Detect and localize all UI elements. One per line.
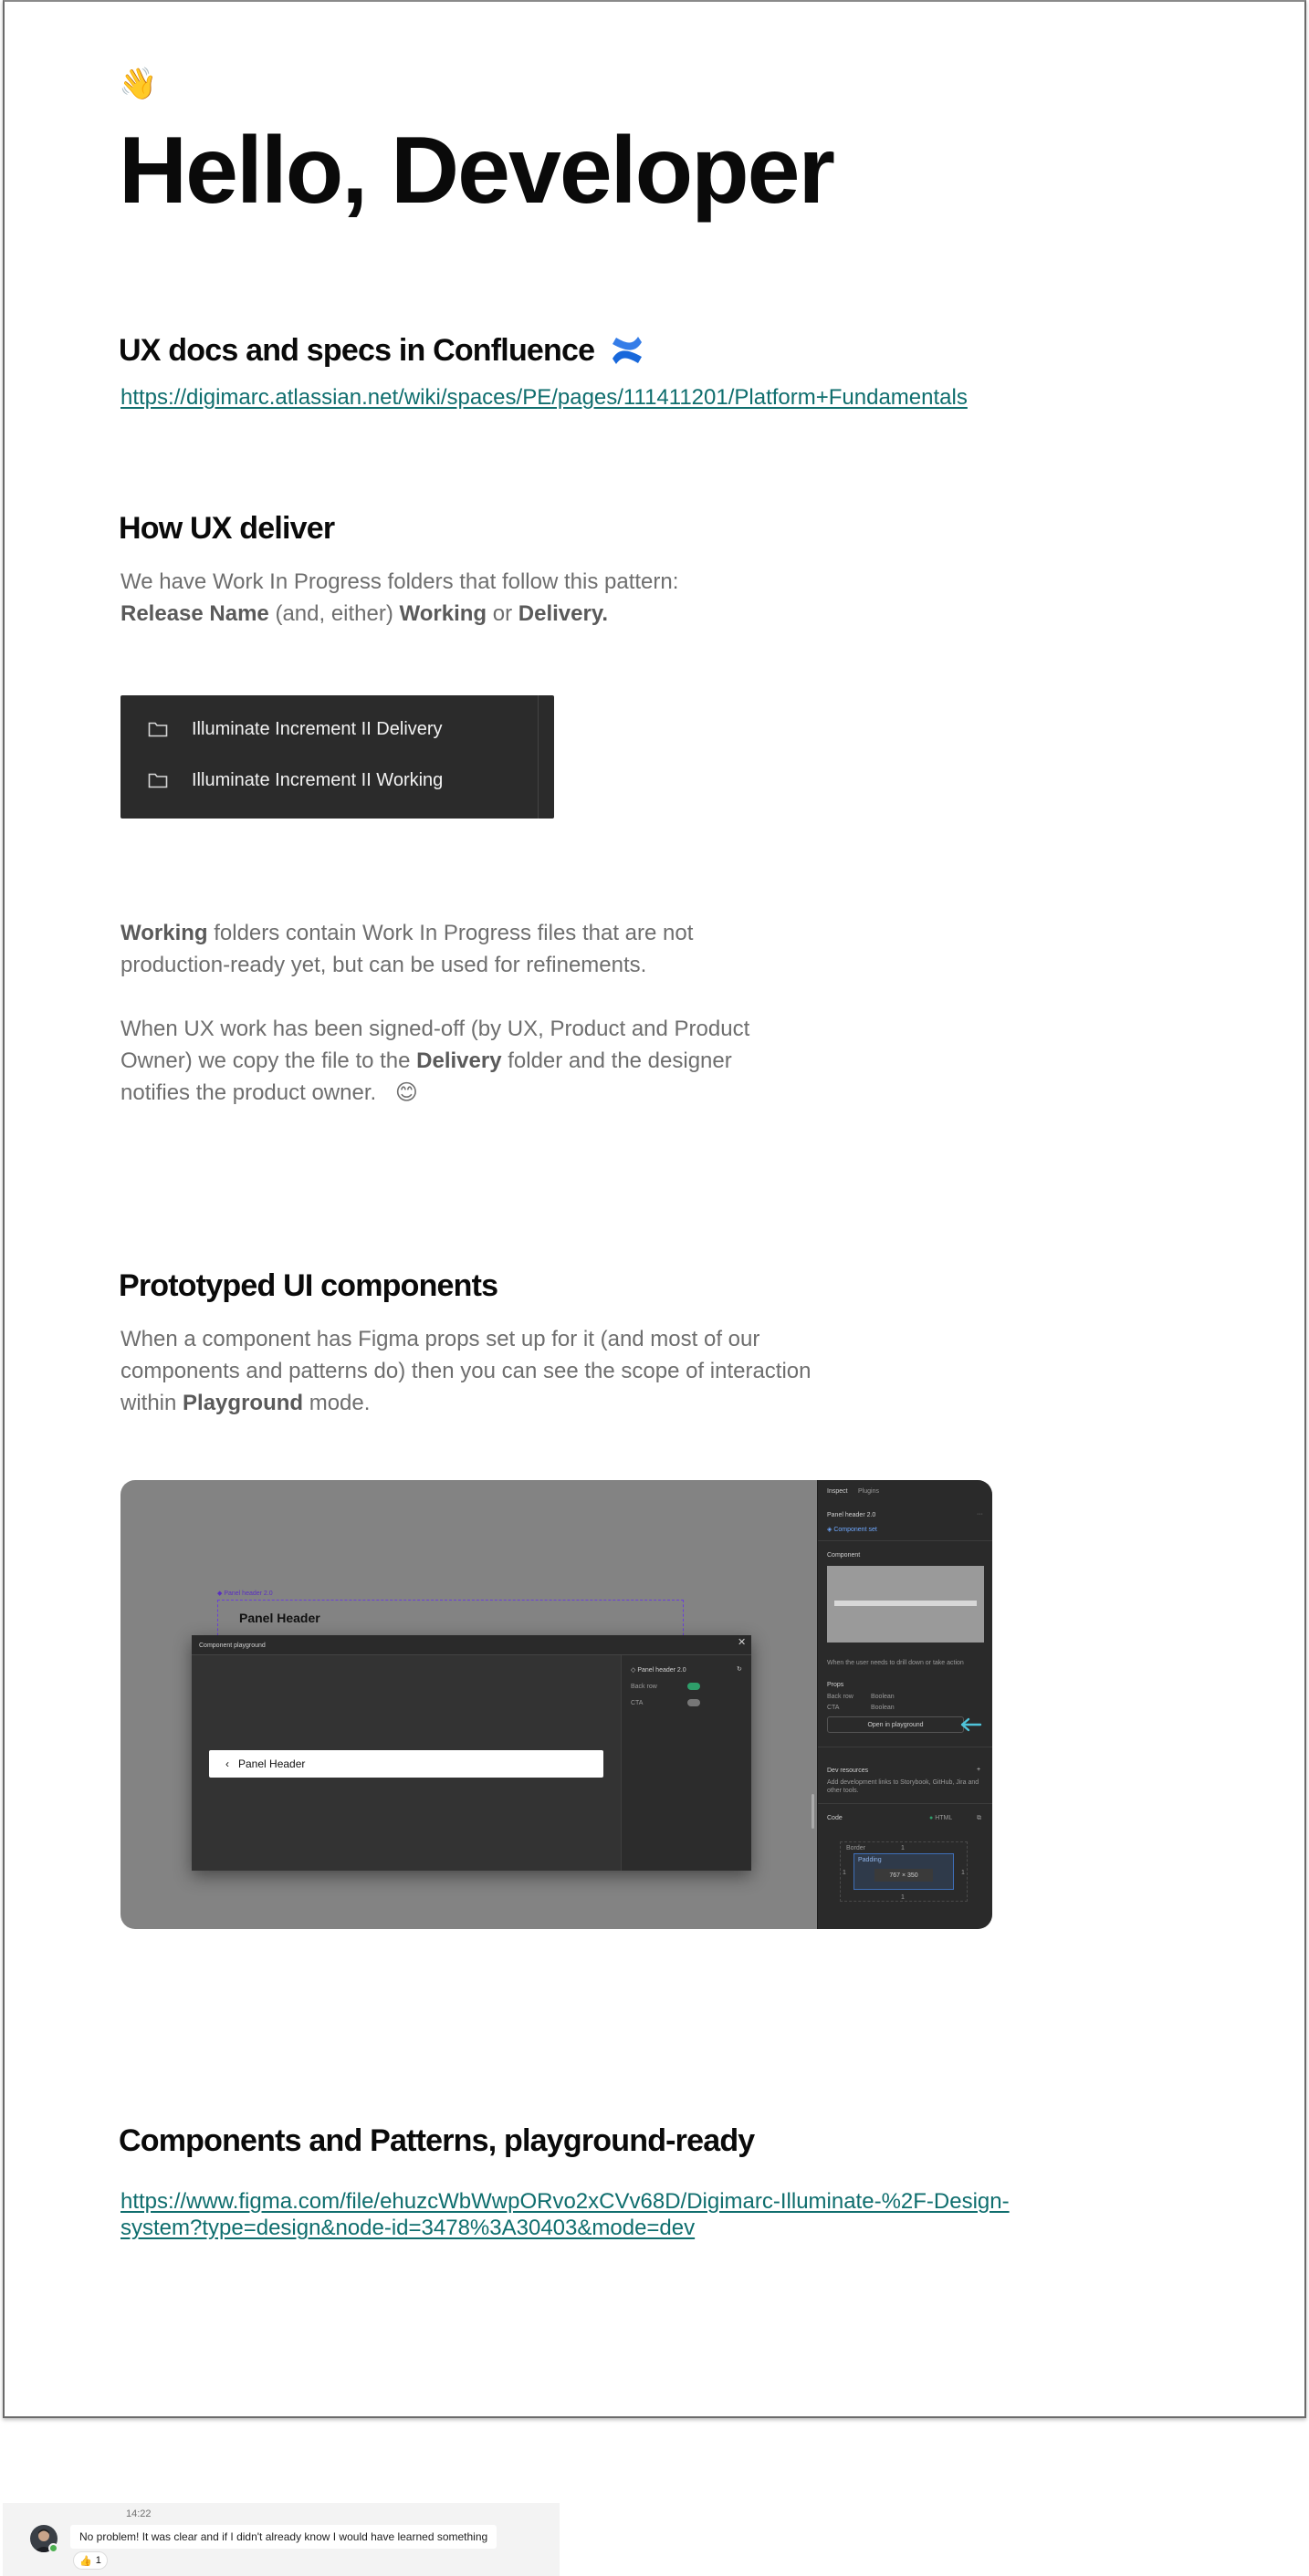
code-title: Code: [827, 1815, 843, 1821]
plugins-tab[interactable]: Plugins: [858, 1488, 879, 1495]
divider: [818, 1540, 992, 1541]
signoff-paragraph: [120, 1013, 796, 1109]
folder-list-divider: [538, 695, 539, 819]
confluence-heading: UX docs and specs in Confluence: [119, 333, 595, 368]
document-page: [3, 0, 1306, 2418]
prototyped-paragraph: [120, 1323, 814, 1419]
prototyped-heading: Prototyped UI components: [119, 1268, 498, 1303]
dialog-title: Component playground: [199, 1643, 266, 1649]
divider: [818, 1803, 992, 1804]
figma-link-line-2: system?type=design&node-id=3478%3A30403&mode=dev: [120, 2216, 696, 2240]
side-prop-2: CTA: [827, 1705, 840, 1711]
props-panel: [621, 1655, 751, 1871]
delivery-bold-2: Delivery: [416, 1048, 502, 1073]
and-either-text: (and, either): [268, 601, 400, 626]
reaction-count: 1: [95, 2555, 101, 2566]
folder-label: Illuminate Increment II Working: [192, 769, 444, 790]
or-text: or: [487, 601, 518, 626]
smiling-face-emoji: 😊: [394, 1079, 418, 1105]
add-icon[interactable]: +: [977, 1767, 981, 1773]
side-prop-1-value: Boolean: [871, 1694, 895, 1700]
playground-bold: Playground: [183, 1391, 304, 1415]
figma-link-line-1: https://www.figma.com/file/ehuzcWbWwpORvo2xCVv68D/Digimarc-Illuminate-%2F-Design-: [120, 2189, 1010, 2214]
figma-playground-screenshot: [120, 1480, 992, 1929]
arrow-left-icon: [958, 1717, 982, 1732]
working-bold: Working: [399, 601, 487, 626]
chat-message: [3, 2503, 560, 2576]
component-thumbnail: [827, 1566, 984, 1643]
box-padding-label: Padding: [858, 1857, 882, 1863]
inspect-tab[interactable]: Inspect: [827, 1488, 848, 1495]
confluence-logo-icon: [609, 332, 645, 369]
box-bottom-value: 1: [901, 1894, 905, 1901]
folder-item-delivery[interactable]: [148, 715, 443, 743]
deliver-intro-line1: We have Work In Progress folders that follow this pattern:: [120, 569, 679, 594]
how-ux-deliver-heading: How UX deliver: [119, 511, 335, 546]
dev-resources-title: Dev resources: [827, 1768, 869, 1774]
box-model-padding: [853, 1853, 954, 1890]
side-component-name: Panel header 2.0: [827, 1512, 876, 1518]
copy-icon[interactable]: ⧉: [977, 1815, 981, 1821]
component-hint: When the user needs to drill down or take action: [827, 1660, 964, 1666]
dev-resources-hint: Add development links to Storybook, GitHub, Jira and other tools.: [827, 1779, 979, 1794]
working-text: folders contain Work In Progress files that are not production-ready yet, but can be used for refinements.: [120, 921, 694, 977]
release-name-bold: Release Name: [120, 601, 269, 626]
folder-icon: [148, 721, 168, 737]
signoff-text-2: folder and the designer notifies the product owner.: [120, 1048, 732, 1105]
open-in-playground-button[interactable]: Open in playground: [827, 1716, 964, 1733]
close-icon[interactable]: ✕: [738, 1637, 747, 1648]
props-section-title: Props: [827, 1682, 844, 1688]
prop-cta: CTA: [631, 1700, 644, 1706]
back-row-toggle[interactable]: [687, 1683, 700, 1690]
frame-label: ◆ Panel header 2.0: [217, 1590, 273, 1597]
props-title: ◇ Panel header 2.0: [631, 1667, 686, 1674]
cta-toggle[interactable]: [687, 1699, 700, 1706]
waving-hand-emoji: 👋: [119, 66, 158, 102]
page-title: Hello, Developer: [119, 118, 833, 224]
message-text: No problem! It was clear and if I didn't already know I would have learned something: [70, 2525, 497, 2549]
prototyped-text-1: When a component has Figma props set up for it (and most of our components and patterns do) then you can see the scope of interaction within: [120, 1327, 812, 1415]
box-left-value: 1: [843, 1870, 846, 1876]
code-language-select[interactable]: ● HTML: [929, 1815, 953, 1821]
box-size-value: 767 × 350: [874, 1869, 933, 1882]
reaction-badge[interactable]: [73, 2551, 108, 2570]
box-border-label: Border: [846, 1845, 866, 1851]
presence-indicator: [48, 2543, 58, 2553]
box-top-value: 1: [901, 1845, 905, 1851]
canvas-panel-header: Panel Header: [239, 1611, 320, 1625]
playground-dialog: [192, 1635, 751, 1871]
deliver-intro: [120, 566, 796, 630]
box-right-value: 1: [961, 1870, 965, 1876]
chevron-left-icon: ‹: [225, 1757, 229, 1770]
inspect-panel: [817, 1480, 992, 1929]
box-model-border: [840, 1841, 968, 1902]
working-bold-2: Working: [120, 921, 208, 945]
signoff-text-1: When UX work has been signed-off (by UX, Product and Product Owner) we copy the file to the: [120, 1017, 750, 1073]
folder-list: [120, 695, 554, 819]
preview-label: Panel Header: [238, 1757, 306, 1770]
side-prop-2-value: Boolean: [871, 1705, 895, 1711]
more-icon[interactable]: ···: [977, 1511, 983, 1517]
folder-item-working[interactable]: [148, 767, 443, 794]
patterns-heading: Components and Patterns, playground-ready: [119, 2123, 755, 2158]
prop-back-row: Back row: [631, 1684, 657, 1690]
side-prop-1: Back row: [827, 1694, 853, 1700]
confluence-heading-row: [119, 330, 645, 370]
delivery-bold: Delivery.: [518, 601, 609, 626]
thumbnail-bar: [834, 1601, 977, 1606]
confluence-link[interactable]: https://digimarc.atlassian.net/wiki/spaces/PE/pages/111411201/Platform+Fundamentals: [120, 385, 968, 410]
reset-icon[interactable]: ↻: [737, 1666, 742, 1673]
component-section-title: Component: [827, 1552, 861, 1559]
folder-icon: [148, 772, 168, 788]
component-set-link[interactable]: ◈ Component set: [827, 1527, 877, 1533]
preview-panel-header: [209, 1750, 603, 1778]
working-paragraph: [120, 917, 796, 981]
dialog-titlebar: [192, 1635, 751, 1655]
message-time: 14:22: [126, 2508, 152, 2519]
folder-label: Illuminate Increment II Delivery: [192, 718, 443, 739]
prototyped-text-2: mode.: [303, 1391, 371, 1415]
thumbs-up-emoji: 👍: [79, 2554, 92, 2567]
panel-resize-handle[interactable]: [812, 1794, 814, 1829]
figma-link[interactable]: [120, 2188, 1010, 2241]
